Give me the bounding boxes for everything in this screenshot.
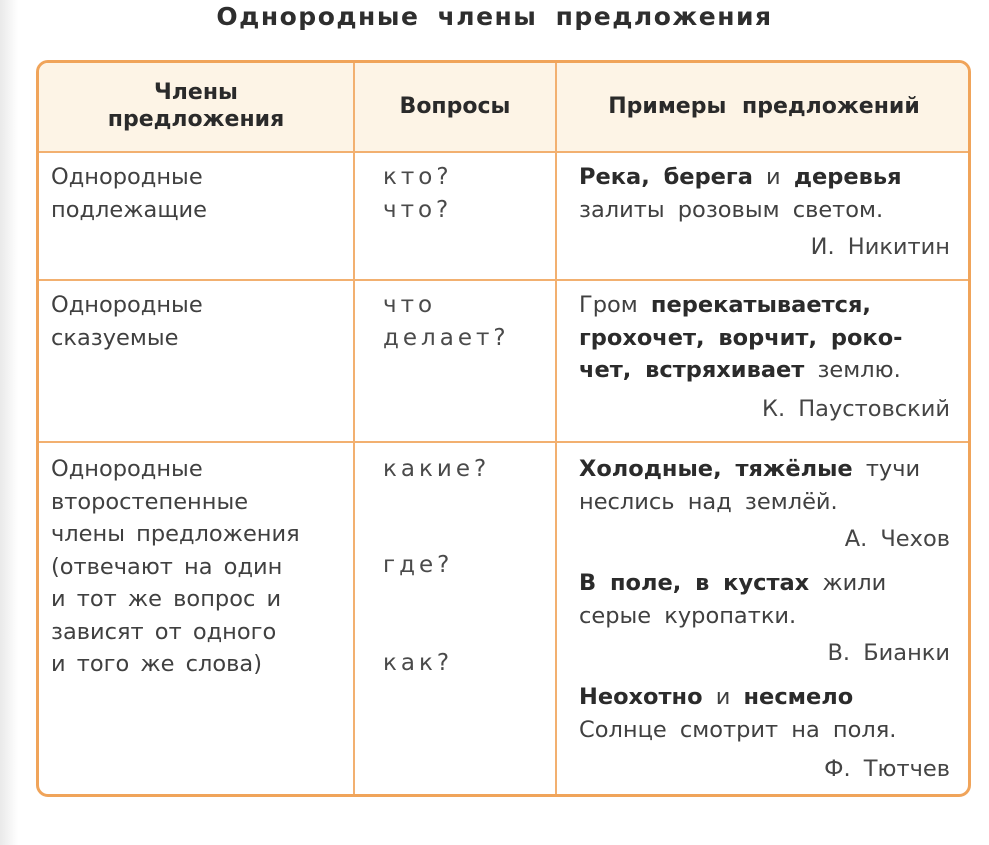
member-line: Однородные bbox=[51, 456, 203, 482]
highlighted-word: перекатывается, bbox=[650, 292, 871, 318]
row3-question-1: какие? bbox=[383, 456, 491, 482]
header-members-line: предложения bbox=[107, 107, 285, 132]
plain-text: жили bbox=[809, 570, 887, 596]
row1-example bbox=[579, 161, 902, 226]
header-members bbox=[39, 79, 353, 133]
row2-member bbox=[51, 289, 203, 354]
example-line bbox=[579, 714, 896, 747]
question: кто? bbox=[383, 164, 453, 190]
column-divider-2 bbox=[555, 63, 557, 794]
highlighted-word: В поле, в кустах bbox=[579, 570, 810, 596]
question: что? bbox=[383, 196, 453, 223]
highlighted-word: чет, встряхивает bbox=[579, 357, 805, 383]
highlighted-word: деревья bbox=[793, 164, 902, 190]
plain-text: тучи bbox=[852, 456, 921, 482]
page-edge-shadow bbox=[0, 0, 18, 845]
highlighted-word: несмело bbox=[743, 684, 854, 710]
question: делает? bbox=[383, 324, 510, 351]
member-line: и того же слова) bbox=[51, 651, 262, 677]
author: И. Никитин bbox=[810, 234, 950, 260]
plain-text: землю. bbox=[804, 357, 901, 383]
row-divider-2 bbox=[39, 441, 968, 443]
page-title: Однородные члены предложения bbox=[216, 2, 773, 31]
member-line: Однородные bbox=[51, 292, 203, 318]
member-line: Однородные bbox=[51, 164, 203, 190]
row3-member bbox=[51, 453, 300, 681]
row3-question-2: где? bbox=[383, 552, 454, 578]
example-line bbox=[579, 486, 920, 519]
author: Ф. Тютчев bbox=[824, 756, 950, 782]
row1-questions bbox=[383, 161, 453, 226]
example-line bbox=[579, 600, 886, 633]
plain-text: неслись над землёй. bbox=[579, 488, 838, 515]
member-line: (отвечают на один bbox=[51, 553, 283, 580]
header-examples: Примеры предложений bbox=[608, 94, 920, 119]
row1-member bbox=[51, 161, 207, 226]
plain-text: и bbox=[752, 164, 794, 190]
header-members-line: Члены bbox=[154, 80, 238, 105]
question: что bbox=[383, 292, 437, 318]
member-line: сказуемые bbox=[51, 324, 179, 351]
plain-text: серые куропатки. bbox=[579, 602, 797, 629]
author: А. Чехов bbox=[844, 526, 950, 552]
row3-example-2 bbox=[579, 567, 886, 632]
example-line bbox=[579, 161, 902, 194]
member-line: подлежащие bbox=[51, 196, 207, 223]
example-line bbox=[579, 681, 896, 714]
plain-text: Солнце смотрит на поля. bbox=[579, 716, 897, 743]
highlighted-word: берега bbox=[649, 164, 753, 190]
column-divider-1 bbox=[353, 63, 355, 794]
example-line bbox=[579, 322, 902, 355]
row2-questions bbox=[383, 289, 510, 354]
example-line bbox=[579, 354, 902, 387]
member-line: члены предложения bbox=[51, 521, 300, 547]
plain-text: Гром bbox=[579, 292, 651, 318]
example-line bbox=[579, 453, 920, 486]
row2-example bbox=[579, 289, 902, 387]
author: К. Паустовский bbox=[761, 396, 950, 422]
highlighted-word: грохочет, ворчит, роко- bbox=[579, 324, 903, 351]
plain-text: и bbox=[702, 684, 744, 710]
example-line bbox=[579, 194, 902, 227]
row-divider-1 bbox=[39, 279, 968, 281]
member-line: и тот же вопрос и bbox=[51, 586, 282, 612]
highlighted-word: Неохотно bbox=[579, 684, 703, 710]
grammar-table bbox=[36, 60, 971, 797]
example-line bbox=[579, 567, 886, 600]
plain-text: залиты розовым светом. bbox=[579, 196, 884, 223]
row3-example-1 bbox=[579, 453, 920, 518]
highlighted-word: Холодные, тяжёлые bbox=[579, 456, 853, 482]
member-line: зависят от одного bbox=[51, 618, 277, 645]
author: В. Бианки bbox=[827, 640, 950, 666]
row3-question-3: как? bbox=[383, 650, 454, 676]
member-line: второстепенные bbox=[51, 488, 249, 515]
header-questions: Вопросы bbox=[399, 94, 511, 119]
example-line bbox=[579, 289, 902, 322]
row3-example-3 bbox=[579, 681, 896, 746]
highlighted-word: Река, bbox=[579, 164, 650, 190]
